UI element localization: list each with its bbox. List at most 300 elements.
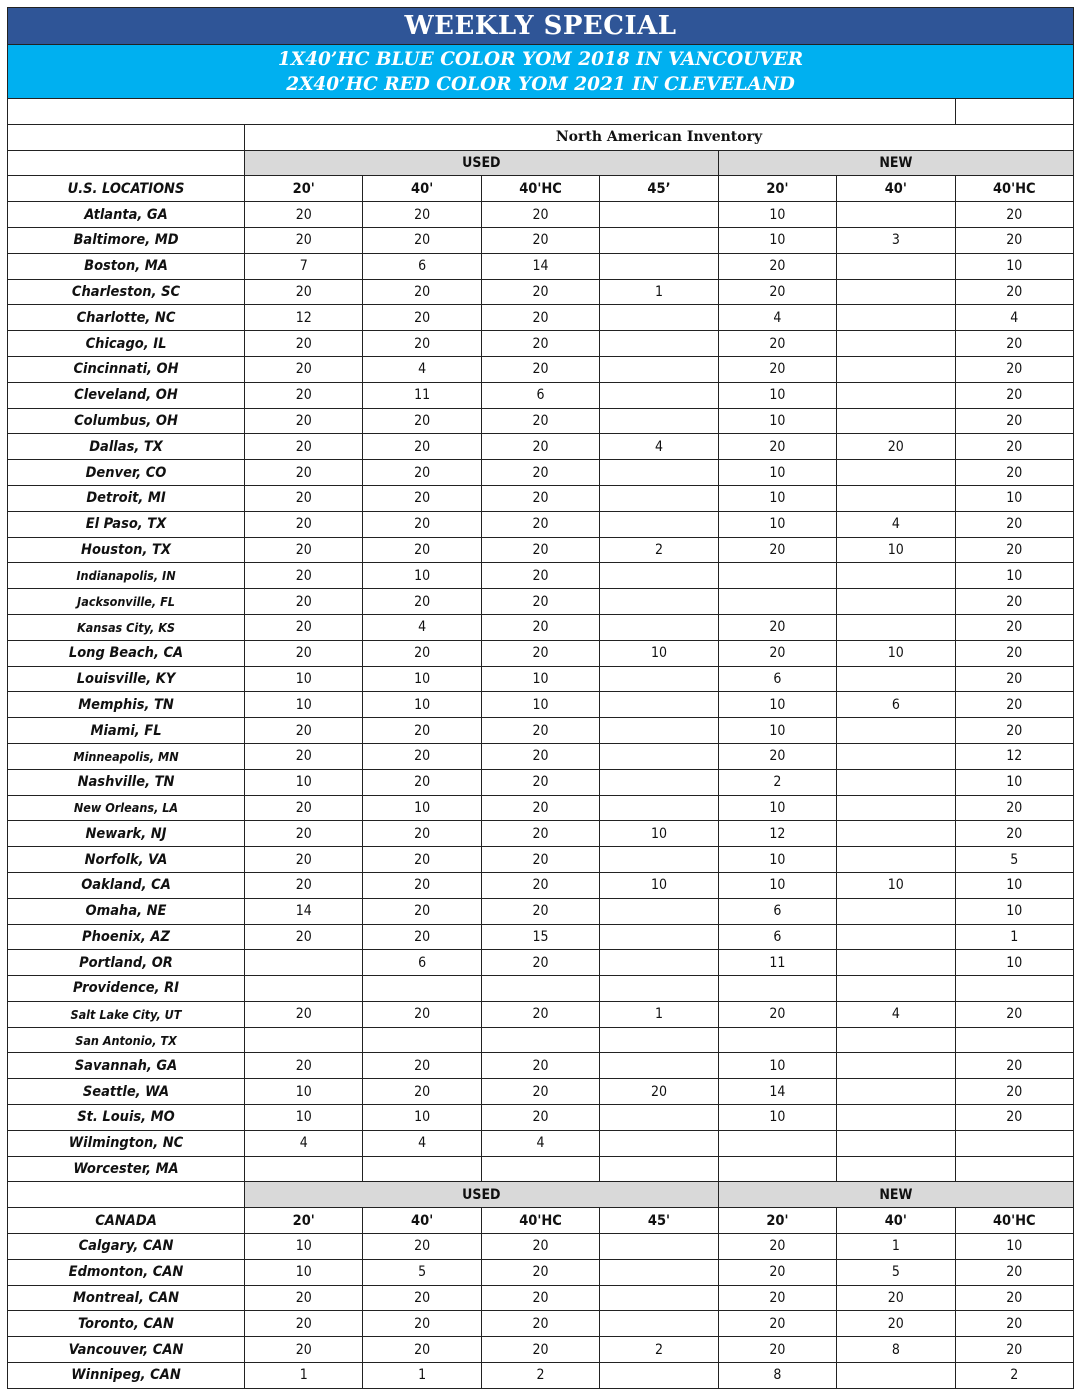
table-row xyxy=(8,898,1074,924)
quantity-cell: 20 xyxy=(481,1311,599,1337)
quantity-cell xyxy=(837,253,955,279)
table-row xyxy=(8,847,1074,873)
quantity-cell: 20 xyxy=(718,1337,836,1363)
quantity-cell: 10 xyxy=(718,692,836,718)
location-name: Miami, FL xyxy=(8,718,245,744)
table-row xyxy=(8,408,1074,434)
quantity-cell: 20 xyxy=(363,460,481,486)
quantity-cell xyxy=(600,202,718,228)
quantity-cell xyxy=(837,279,955,305)
table-row xyxy=(8,1027,1074,1053)
quantity-cell xyxy=(837,924,955,950)
location-name: Baltimore, MD xyxy=(8,227,245,253)
quantity-cell: 10 xyxy=(718,795,836,821)
blank-cell xyxy=(955,99,1073,125)
quantity-cell: 2 xyxy=(481,1363,599,1389)
quantity-cell xyxy=(837,769,955,795)
quantity-cell: 20 xyxy=(481,1079,599,1105)
quantity-cell: 20 xyxy=(363,924,481,950)
quantity-cell xyxy=(600,331,718,357)
quantity-cell: 20 xyxy=(481,537,599,563)
quantity-cell xyxy=(481,1027,599,1053)
location-name: Minneapolis, MN xyxy=(8,743,245,769)
quantity-cell: 20 xyxy=(481,795,599,821)
quantity-cell: 10 xyxy=(600,872,718,898)
quantity-cell xyxy=(837,382,955,408)
table-row xyxy=(8,356,1074,382)
quantity-cell: 20 xyxy=(481,821,599,847)
quantity-cell: 20 xyxy=(481,1259,599,1285)
quantity-cell xyxy=(245,950,363,976)
quantity-cell: 1 xyxy=(245,1363,363,1389)
quantity-cell: 20 xyxy=(245,1285,363,1311)
quantity-cell: 1 xyxy=(363,1363,481,1389)
table-row xyxy=(8,305,1074,331)
quantity-cell: 2 xyxy=(600,1337,718,1363)
location-name: Detroit, MI xyxy=(8,485,245,511)
quantity-cell: 6 xyxy=(718,898,836,924)
quantity-cell: 20 xyxy=(481,589,599,615)
quantity-cell: 20 xyxy=(363,640,481,666)
quantity-cell xyxy=(837,1079,955,1105)
quantity-cell: 20 xyxy=(481,1105,599,1131)
quantity-cell: 4 xyxy=(363,1130,481,1156)
quantity-cell: 20 xyxy=(955,202,1073,228)
us-section-label: U.S. LOCATIONS xyxy=(8,176,245,202)
quantity-cell: 20 xyxy=(481,202,599,228)
quantity-cell: 4 xyxy=(600,434,718,460)
inventory-title-row xyxy=(8,124,1074,150)
blank-cell xyxy=(8,150,245,176)
quantity-cell: 20 xyxy=(363,279,481,305)
location-name: Houston, TX xyxy=(8,537,245,563)
quantity-cell xyxy=(600,1156,718,1182)
quantity-cell: 6 xyxy=(363,253,481,279)
quantity-cell: 20 xyxy=(363,589,481,615)
quantity-cell xyxy=(837,821,955,847)
quantity-cell xyxy=(837,898,955,924)
location-name: Louisville, KY xyxy=(8,666,245,692)
quantity-cell: 20 xyxy=(955,718,1073,744)
quantity-cell: 20 xyxy=(363,872,481,898)
table-row xyxy=(8,460,1074,486)
location-name: Montreal, CAN xyxy=(8,1285,245,1311)
quantity-cell: 4 xyxy=(837,1001,955,1027)
quantity-cell xyxy=(955,1027,1073,1053)
quantity-cell: 20 xyxy=(955,614,1073,640)
quantity-cell: 20 xyxy=(245,718,363,744)
quantity-cell: 10 xyxy=(837,537,955,563)
quantity-cell: 20 xyxy=(718,537,836,563)
quantity-cell xyxy=(837,563,955,589)
table-row xyxy=(8,1234,1074,1260)
quantity-cell: 20 xyxy=(718,279,836,305)
quantity-cell: 20 xyxy=(955,1001,1073,1027)
table-row xyxy=(8,202,1074,228)
quantity-cell: 20 xyxy=(363,1311,481,1337)
location-name: Norfolk, VA xyxy=(8,847,245,873)
quantity-cell: 20 xyxy=(481,279,599,305)
quantity-cell: 14 xyxy=(245,898,363,924)
column-header: 40' xyxy=(837,1208,955,1234)
location-name: Phoenix, AZ xyxy=(8,924,245,950)
quantity-cell: 6 xyxy=(837,692,955,718)
quantity-cell: 10 xyxy=(363,692,481,718)
quantity-cell: 20 xyxy=(363,898,481,924)
table-row xyxy=(8,795,1074,821)
quantity-cell: 20 xyxy=(481,1053,599,1079)
quantity-cell xyxy=(600,1285,718,1311)
column-header: 40'HC xyxy=(955,1208,1073,1234)
quantity-cell: 1 xyxy=(600,1001,718,1027)
column-header: 20' xyxy=(718,176,836,202)
table-row xyxy=(8,485,1074,511)
quantity-cell: 14 xyxy=(481,253,599,279)
table-row xyxy=(8,589,1074,615)
location-name: Indianapolis, IN xyxy=(8,563,245,589)
quantity-cell: 20 xyxy=(955,1105,1073,1131)
quantity-cell: 10 xyxy=(955,898,1073,924)
quantity-cell: 10 xyxy=(363,795,481,821)
table-row xyxy=(8,1079,1074,1105)
quantity-cell: 20 xyxy=(481,614,599,640)
column-header: 40' xyxy=(837,176,955,202)
quantity-cell: 20 xyxy=(245,743,363,769)
quantity-cell: 20 xyxy=(245,1053,363,1079)
quantity-cell: 4 xyxy=(245,1130,363,1156)
quantity-cell: 20 xyxy=(718,1234,836,1260)
quantity-cell: 10 xyxy=(718,718,836,744)
location-name: Toronto, CAN xyxy=(8,1311,245,1337)
quantity-cell: 20 xyxy=(245,460,363,486)
quantity-cell: 20 xyxy=(955,434,1073,460)
quantity-cell: 20 xyxy=(955,356,1073,382)
quantity-cell: 10 xyxy=(245,666,363,692)
table-row xyxy=(8,1053,1074,1079)
quantity-cell xyxy=(600,614,718,640)
quantity-cell xyxy=(955,1156,1073,1182)
quantity-cell xyxy=(837,666,955,692)
column-header: 40'HC xyxy=(955,176,1073,202)
location-name: Worcester, MA xyxy=(8,1156,245,1182)
quantity-cell xyxy=(955,1130,1073,1156)
quantity-cell: 20 xyxy=(955,1079,1073,1105)
table-row xyxy=(8,872,1074,898)
column-header: 20' xyxy=(718,1208,836,1234)
quantity-cell xyxy=(600,743,718,769)
page-title: WEEKLY SPECIAL xyxy=(8,8,1074,45)
table-row xyxy=(8,279,1074,305)
quantity-cell xyxy=(600,408,718,434)
quantity-cell xyxy=(600,485,718,511)
weekly-specials xyxy=(8,45,1074,99)
quantity-cell: 20 xyxy=(955,279,1073,305)
quantity-cell: 5 xyxy=(955,847,1073,873)
new-group-header: NEW xyxy=(718,150,1073,176)
quantity-cell: 4 xyxy=(363,614,481,640)
quantity-cell: 20 xyxy=(718,1311,836,1337)
table-row xyxy=(8,563,1074,589)
location-name: Winnipeg, CAN xyxy=(8,1363,245,1389)
table-row xyxy=(8,331,1074,357)
quantity-cell: 15 xyxy=(481,924,599,950)
quantity-cell xyxy=(837,614,955,640)
quantity-cell: 20 xyxy=(481,1285,599,1311)
quantity-cell: 6 xyxy=(718,924,836,950)
quantity-cell xyxy=(718,1156,836,1182)
quantity-cell: 20 xyxy=(481,640,599,666)
quantity-cell: 20 xyxy=(245,1311,363,1337)
quantity-cell: 10 xyxy=(955,950,1073,976)
quantity-cell: 6 xyxy=(718,666,836,692)
quantity-cell: 20 xyxy=(481,769,599,795)
quantity-cell: 20 xyxy=(481,434,599,460)
quantity-cell xyxy=(600,924,718,950)
quantity-cell: 20 xyxy=(363,821,481,847)
quantity-cell: 20 xyxy=(245,485,363,511)
quantity-cell: 1 xyxy=(600,279,718,305)
quantity-cell xyxy=(481,976,599,1002)
quantity-cell xyxy=(600,253,718,279)
table-row xyxy=(8,769,1074,795)
quantity-cell xyxy=(600,1027,718,1053)
quantity-cell: 20 xyxy=(245,511,363,537)
quantity-cell: 20 xyxy=(363,331,481,357)
quantity-cell xyxy=(837,795,955,821)
location-name: St. Louis, MO xyxy=(8,1105,245,1131)
quantity-cell: 20 xyxy=(245,1337,363,1363)
inventory-table xyxy=(7,7,1074,1389)
quantity-cell xyxy=(837,460,955,486)
canada-column-header-row xyxy=(8,1208,1074,1234)
title-row xyxy=(8,8,1074,45)
quantity-cell: 20 xyxy=(245,589,363,615)
quantity-cell: 20 xyxy=(837,434,955,460)
quantity-cell xyxy=(600,898,718,924)
quantity-cell: 20 xyxy=(718,1285,836,1311)
quantity-cell: 20 xyxy=(718,614,836,640)
quantity-cell: 20 xyxy=(955,227,1073,253)
column-header: 40' xyxy=(363,176,481,202)
table-row xyxy=(8,382,1074,408)
quantity-cell: 20 xyxy=(837,1311,955,1337)
location-name: Edmonton, CAN xyxy=(8,1259,245,1285)
quantity-cell: 10 xyxy=(955,769,1073,795)
quantity-cell xyxy=(718,589,836,615)
quantity-cell: 20 xyxy=(718,331,836,357)
quantity-cell: 20 xyxy=(955,382,1073,408)
specials-row xyxy=(8,45,1074,99)
canada-section-label: CANADA xyxy=(8,1208,245,1234)
quantity-cell xyxy=(600,1053,718,1079)
quantity-cell: 20 xyxy=(245,331,363,357)
quantity-cell: 7 xyxy=(245,253,363,279)
inventory-title: North American Inventory xyxy=(245,124,1074,150)
table-row xyxy=(8,718,1074,744)
quantity-cell: 6 xyxy=(481,382,599,408)
quantity-cell: 20 xyxy=(481,563,599,589)
special-item: 2X40’HC RED COLOR YOM 2021 IN CLEVELAND xyxy=(286,73,795,95)
quantity-cell xyxy=(363,976,481,1002)
table-row xyxy=(8,743,1074,769)
quantity-cell: 4 xyxy=(837,511,955,537)
table-row xyxy=(8,1001,1074,1027)
quantity-cell: 20 xyxy=(718,1001,836,1027)
column-header: 40' xyxy=(363,1208,481,1234)
quantity-cell xyxy=(481,1156,599,1182)
quantity-cell xyxy=(600,1311,718,1337)
quantity-cell: 10 xyxy=(955,1234,1073,1260)
location-name: Omaha, NE xyxy=(8,898,245,924)
quantity-cell: 20 xyxy=(245,537,363,563)
quantity-cell xyxy=(600,666,718,692)
quantity-cell: 20 xyxy=(955,1053,1073,1079)
quantity-cell: 20 xyxy=(245,640,363,666)
location-name: Charleston, SC xyxy=(8,279,245,305)
quantity-cell xyxy=(600,718,718,744)
location-name: Wilmington, NC xyxy=(8,1130,245,1156)
quantity-cell: 3 xyxy=(837,227,955,253)
table-row xyxy=(8,950,1074,976)
quantity-cell: 20 xyxy=(245,924,363,950)
column-header: 20' xyxy=(245,1208,363,1234)
canada-group-header-row xyxy=(8,1182,1074,1208)
quantity-cell: 2 xyxy=(600,537,718,563)
quantity-cell xyxy=(837,1363,955,1389)
quantity-cell: 20 xyxy=(718,434,836,460)
quantity-cell: 20 xyxy=(955,408,1073,434)
quantity-cell: 20 xyxy=(481,408,599,434)
special-item: 1X40’HC BLUE COLOR YOM 2018 IN VANCOUVER xyxy=(277,48,804,70)
quantity-cell: 10 xyxy=(245,692,363,718)
quantity-cell xyxy=(837,1156,955,1182)
quantity-cell: 6 xyxy=(363,950,481,976)
quantity-cell: 20 xyxy=(363,1234,481,1260)
quantity-cell: 10 xyxy=(837,872,955,898)
table-row xyxy=(8,434,1074,460)
quantity-cell xyxy=(245,1027,363,1053)
quantity-cell: 20 xyxy=(955,1259,1073,1285)
quantity-cell xyxy=(837,485,955,511)
quantity-cell: 20 xyxy=(955,1285,1073,1311)
location-name: Jacksonville, FL xyxy=(8,589,245,615)
location-name: Seattle, WA xyxy=(8,1079,245,1105)
quantity-cell xyxy=(837,976,955,1002)
quantity-cell: 20 xyxy=(718,253,836,279)
quantity-cell: 20 xyxy=(481,511,599,537)
quantity-cell: 20 xyxy=(481,898,599,924)
quantity-cell xyxy=(600,976,718,1002)
quantity-cell: 20 xyxy=(481,847,599,873)
quantity-cell xyxy=(600,950,718,976)
blank-cell xyxy=(8,99,956,125)
quantity-cell: 20 xyxy=(481,460,599,486)
quantity-cell xyxy=(837,589,955,615)
table-row xyxy=(8,253,1074,279)
location-name: Kansas City, KS xyxy=(8,614,245,640)
quantity-cell xyxy=(718,976,836,1002)
table-row xyxy=(8,976,1074,1002)
quantity-cell xyxy=(600,1363,718,1389)
quantity-cell: 20 xyxy=(955,1311,1073,1337)
quantity-cell: 10 xyxy=(718,1105,836,1131)
quantity-cell: 10 xyxy=(718,872,836,898)
quantity-cell: 20 xyxy=(837,1285,955,1311)
quantity-cell: 20 xyxy=(363,511,481,537)
quantity-cell xyxy=(363,1027,481,1053)
column-header: 40'HC xyxy=(481,1208,599,1234)
quantity-cell xyxy=(837,743,955,769)
quantity-cell: 20 xyxy=(955,821,1073,847)
quantity-cell xyxy=(600,227,718,253)
quantity-cell: 1 xyxy=(955,924,1073,950)
column-header: 40'HC xyxy=(481,176,599,202)
quantity-cell: 20 xyxy=(955,511,1073,537)
table-row xyxy=(8,1259,1074,1285)
quantity-cell: 20 xyxy=(481,305,599,331)
quantity-cell: 11 xyxy=(718,950,836,976)
quantity-cell: 20 xyxy=(363,202,481,228)
location-name: Columbus, OH xyxy=(8,408,245,434)
location-name: Long Beach, CA xyxy=(8,640,245,666)
quantity-cell xyxy=(837,950,955,976)
quantity-cell: 20 xyxy=(245,227,363,253)
us-column-header-row xyxy=(8,176,1074,202)
quantity-cell xyxy=(837,718,955,744)
column-header: 45' xyxy=(600,1208,718,1234)
quantity-cell: 4 xyxy=(363,356,481,382)
quantity-cell: 10 xyxy=(481,692,599,718)
quantity-cell xyxy=(600,356,718,382)
quantity-cell: 10 xyxy=(245,1259,363,1285)
quantity-cell: 20 xyxy=(481,718,599,744)
quantity-cell xyxy=(600,305,718,331)
quantity-cell: 10 xyxy=(245,1234,363,1260)
quantity-cell: 20 xyxy=(481,227,599,253)
table-row xyxy=(8,1337,1074,1363)
location-name: Atlanta, GA xyxy=(8,202,245,228)
quantity-cell xyxy=(837,408,955,434)
quantity-cell: 10 xyxy=(718,408,836,434)
quantity-cell: 10 xyxy=(718,227,836,253)
location-name: Cincinnati, OH xyxy=(8,356,245,382)
quantity-cell: 20 xyxy=(955,666,1073,692)
quantity-cell: 20 xyxy=(363,1337,481,1363)
quantity-cell: 10 xyxy=(600,640,718,666)
quantity-cell: 20 xyxy=(363,305,481,331)
table-row xyxy=(8,614,1074,640)
quantity-cell: 20 xyxy=(363,718,481,744)
location-name: Boston, MA xyxy=(8,253,245,279)
quantity-cell xyxy=(837,1053,955,1079)
column-header: 45’ xyxy=(600,176,718,202)
quantity-cell: 20 xyxy=(481,1337,599,1363)
quantity-cell: 20 xyxy=(955,537,1073,563)
quantity-cell: 20 xyxy=(481,1001,599,1027)
table-row xyxy=(8,924,1074,950)
location-name: Denver, CO xyxy=(8,460,245,486)
quantity-cell: 20 xyxy=(481,950,599,976)
quantity-cell xyxy=(837,1105,955,1131)
table-row xyxy=(8,227,1074,253)
quantity-cell: 20 xyxy=(955,640,1073,666)
quantity-cell xyxy=(600,563,718,589)
quantity-cell: 20 xyxy=(481,1234,599,1260)
quantity-cell: 20 xyxy=(363,537,481,563)
quantity-cell xyxy=(837,1130,955,1156)
location-name: Salt Lake City, UT xyxy=(8,1001,245,1027)
quantity-cell xyxy=(718,1130,836,1156)
